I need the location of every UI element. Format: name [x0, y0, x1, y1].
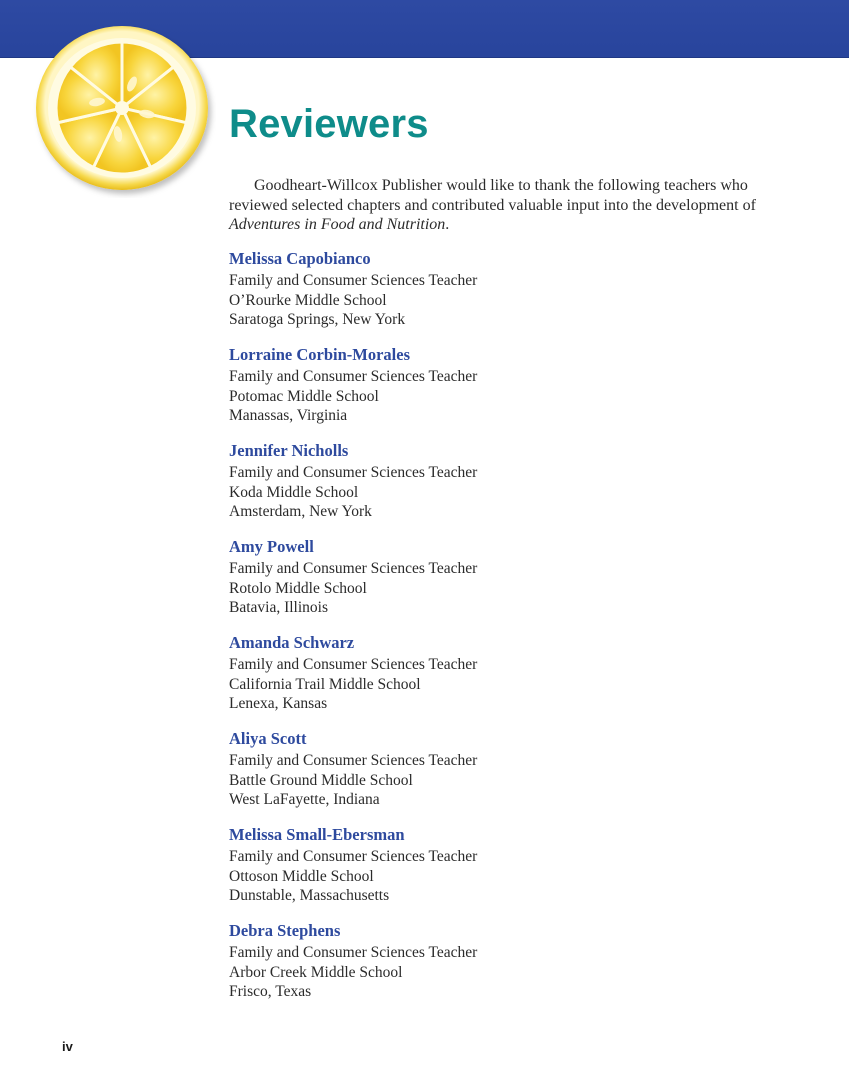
page-title: Reviewers: [229, 102, 429, 146]
reviewer-entry: [229, 248, 789, 344]
reviewer-location: Manassas, Virginia: [229, 407, 348, 424]
reviewer-role: Family and Consumer Sciences Teacher: [229, 368, 478, 385]
page-number: iv: [62, 1039, 73, 1054]
reviewer-school: Rotolo Middle School: [229, 579, 367, 597]
reviewer-name: Lorraine Corbin-Morales: [229, 345, 411, 364]
reviewer-name: Melissa Capobianco: [229, 249, 371, 268]
reviewer-role: Family and Consumer Sciences Teacher: [229, 656, 478, 673]
reviewer-location: Saratoga Springs, New York: [229, 311, 406, 328]
reviewer-school: California Trail Middle School: [229, 675, 421, 693]
reviewer-entry: [229, 632, 789, 728]
reviewer-location: Frisco, Texas: [229, 983, 312, 1000]
reviewer-school: Koda Middle School: [229, 483, 359, 501]
reviewer-location: Dunstable, Massachusetts: [229, 887, 390, 904]
reviewer-role: Family and Consumer Sciences Teacher: [229, 560, 478, 577]
reviewer-role: Family and Consumer Sciences Teacher: [229, 944, 478, 961]
reviewer-name: Aliya Scott: [229, 729, 307, 748]
reviewer-school: Potomac Middle School: [229, 387, 379, 405]
reviewer-location: Batavia, Illinois: [229, 599, 329, 616]
book-title: Adventures in Food and Nutrition: [229, 216, 446, 233]
reviewer-entry: [229, 824, 789, 920]
lemon-slice-icon: [32, 22, 216, 198]
intro-text-end: .: [445, 216, 450, 233]
reviewer-role: Family and Consumer Sciences Teacher: [229, 272, 478, 289]
reviewer-name: Debra Stephens: [229, 921, 341, 940]
reviewer-entry: [229, 536, 789, 632]
reviewer-role: Family and Consumer Sciences Teacher: [229, 752, 478, 769]
reviewer-name: Melissa Small-Ebersman: [229, 825, 405, 844]
reviewer-school: Battle Ground Middle School: [229, 771, 413, 789]
reviewer-name: Jennifer Nicholls: [229, 441, 349, 460]
reviewer-location: Amsterdam, New York: [229, 503, 372, 520]
reviewer-entry: [229, 440, 789, 536]
reviewer-entry: [229, 344, 789, 440]
reviewer-location: West LaFayette, Indiana: [229, 791, 380, 808]
intro-paragraph: [229, 176, 789, 235]
reviewer-entry: [229, 920, 789, 1016]
intro-text: Goodheart-Willcox Publisher would like to thank the following teachers who reviewed selected chapters and contributed valuable input into the development of: [229, 177, 756, 214]
reviewer-location: Lenexa, Kansas: [229, 695, 328, 712]
reviewer-role: Family and Consumer Sciences Teacher: [229, 848, 478, 865]
reviewer-school: Arbor Creek Middle School: [229, 963, 403, 981]
reviewer-role: Family and Consumer Sciences Teacher: [229, 464, 478, 481]
reviewer-entry: [229, 728, 789, 824]
reviewer-school: Ottoson Middle School: [229, 867, 374, 885]
reviewer-name: Amy Powell: [229, 537, 314, 556]
reviewer-name: Amanda Schwarz: [229, 633, 355, 652]
reviewer-list: [229, 248, 789, 1016]
reviewer-school: O’Rourke Middle School: [229, 291, 387, 309]
